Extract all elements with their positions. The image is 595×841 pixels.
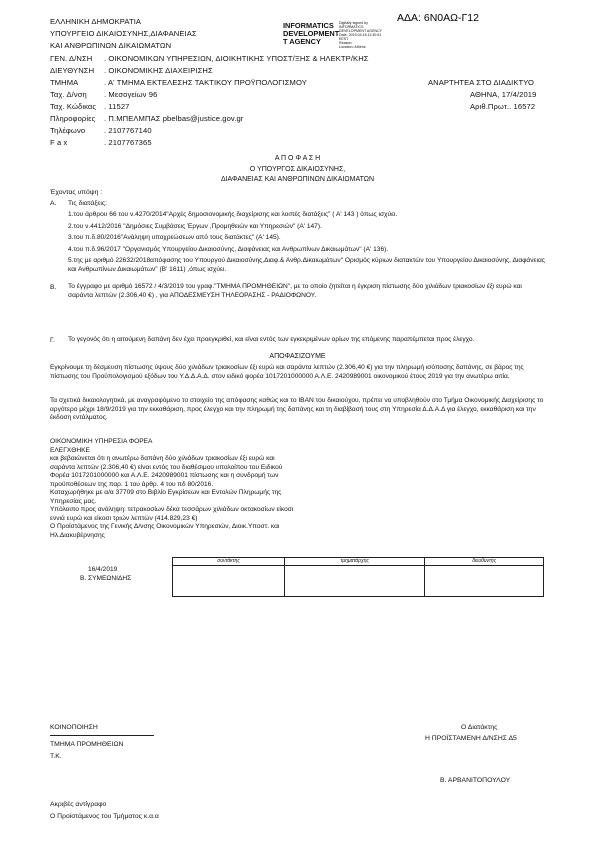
finance-line: Ο Προϊστάμενος της Γενικής Δ/νσης Οικονομικών Υπηρεσιών, Διοικ.Υποστ. και: [50, 523, 280, 530]
info-value: . Α' ΤΜΗΜΑ ΕΚΤΕΛΕΣΗΣ ΤΑΚΤΙΚΟΥ ΠΡΟΫΠΟΛΟΓΙΣΜΟΥ: [104, 78, 307, 87]
finance-line: σαράντα λεπτών (2.306,40 €) είναι εντός του διαθέσιμου υπολοίπου του Ειδικού: [50, 463, 283, 471]
stamp-detail-line: Digitally signed by: [339, 21, 368, 25]
protocol-number: Αριθ.Πρωτ.. 16572: [470, 102, 536, 111]
notify-tk: Τ.Κ.: [50, 753, 62, 760]
ada-code: ΑΔΑ: 6Ν0ΑΩ-Γ12: [397, 12, 479, 24]
section-a-title: Τις διατάξεις:: [68, 200, 108, 207]
section-a-label: Α.: [50, 200, 57, 207]
signature-table: [172, 557, 544, 597]
header-ministry-2: ΚΑΙ ΑΝΘΡΩΠΙΝΩΝ ΔΙΚΑΙΩΜΑΤΩΝ: [50, 41, 172, 50]
true-copy-label: Ακριβές αντίγραφο: [50, 801, 107, 808]
finance-line: Φορέα 1017201000000 και Α.Λ.Ε. 2420989001 πίστωσης και η συνδρομή των: [50, 472, 279, 479]
info-value: . Π.ΜΠΕΛΜΠΑΣ pbelbas@justice.gov.gr: [104, 114, 244, 123]
info-label: F a x: [50, 138, 68, 147]
finance-date: 16/4/2019: [88, 566, 118, 573]
section-b-text: Το έγγραφο με αριθμό 16572 / 4/3/2019 του γραφ."ΤΜΗΜΑ ΠΡΟΜΗΘΕΙΩΝ", με το οποίο ζητείται η έγκριση πίστωσης δύο χιλιάδων τριακοσίων έξι ευρώ και σαράντα λεπτών (2.306,40 €) , για ΑΠΟΔΕΣΜΕΥΣΗ ΤΗΛΕΟΡΑΣΗΣ - ΡΑΔΙΟΦΩΝΟΥ.: [68, 283, 522, 299]
info-label: Ταχ. Δ/νση: [50, 90, 87, 99]
signatory-name: Β. ΑΡΒΑΝΙΤΟΠΟΥΛΟΥ: [440, 777, 511, 784]
decision-title: Α Π Ο Φ Α Σ Η: [274, 155, 321, 162]
header-republic: ΕΛΛΗΝΙΚΗ ΔΗΜΟΚΡΑΤΙΑ: [50, 17, 142, 26]
section-g-text: Το γεγονός ότι η αιτούμενη δαπάνη δεν έχει προεγκριθεί, και είναι εντός των εγκεκριμένων ορίων της επόμενης παραπέμπεται προς έλεγχο.: [68, 336, 475, 343]
sig-header: τμηματάρχης: [285, 558, 425, 566]
digital-signature-details: [339, 21, 382, 49]
stamp-detail-line: Date: 2019.04.18 11:30:51: [339, 33, 382, 37]
header-ministry: ΥΠΟΥΡΓΕΙΟ ΔΙΚΑΙΟΣΥΝΗΣ,ΔΙΑΦΑΝΕΙΑΣ: [50, 29, 197, 38]
info-label: ΓΕΝ. Δ/ΝΣΗ: [50, 54, 93, 63]
info-value: . Μεσογείων 96: [104, 90, 158, 99]
finance-line: ΟΙΚΟΝΟΜΙΚΗ ΥΠΗΡΕΣΙΑ ΦΟΡΕΑ: [50, 438, 153, 445]
section-g-label: Γ.: [50, 337, 55, 344]
decide-heading: ΑΠΟΦΑΣΙΖΟΥΜΕ: [269, 353, 326, 360]
section-a-item: 1.του άρθρου 66 του ν.4270/2014"Αρχές δημοσιονομικής διαχείρισης και λοιπές διατάξεις" ( Α' 143 ) όπως ισχύει.: [68, 211, 398, 218]
info-value: . 11527: [104, 102, 130, 111]
notify-label: ΚΟΙΝΟΠΟΙΗΣΗ: [50, 724, 98, 731]
signatory-title: Η ΠΡΟΪΣΤΑΜΕΝΗ Δ/ΝΣΗΣ Δ5: [425, 735, 517, 742]
finance-block: [50, 438, 370, 540]
sig-header: συντάκτης: [173, 558, 285, 566]
info-label: Ταχ. Κώδικας: [50, 102, 97, 111]
finance-line: Υπόλοιπο προς ανάληψη: τετρακοσίων δέκα τεσσάρων χιλιάδων οκτακοσίων είκοσι: [50, 506, 294, 513]
finance-line: Υπηρεσίας μας.: [50, 497, 97, 505]
stamp-agency-line: INFORMATICS: [283, 21, 334, 30]
notice-text: Τα σχετικά δικαιολογητικά, με αναγραφόμενο το στοιχείο της απόφασης καθώς και το IBAN του δικαιούχου, πρέπει να υποβληθούν στο Τμήμα Οικονομικής Διαχείρισης το αργότερο μέχρι 18/9/2019 για την εκκαθάριση, προς έλεγχο και την πληρωμή της δαπάνης και τη διαβίβασή τους στη Υπηρεσία Δ.Δ.Α.Δ για έλεγχο, εκκαθάριση και την έκδοση εντάλματος.: [50, 397, 544, 421]
info-value: . 2107767365: [104, 138, 152, 147]
finance-line: Καταχωρήθηκε με α/α 37709 στο Βιβλίο Εγκρίσεων και Εντολών Πληρωμής της: [50, 489, 282, 496]
publish-online-note: ΑΝΑΡΤΗΤΕΑ ΣΤΟ ΔΙΑΔΙΚΤΥΟ: [428, 78, 535, 87]
true-copy-signer: Ο Προϊστάμενος του Τμήματος κ.α.α: [50, 813, 159, 820]
notify-divider: [50, 735, 154, 736]
finance-line: και βεβαιώνεται ότι η ανωτέρω δαπάνη δύο χιλιάδων τριακοσίων έξι ευρώ και: [50, 455, 275, 462]
stamp-detail-line: Reason:: [339, 41, 353, 45]
stamp-detail-line: EEST: [339, 37, 349, 41]
sig-cell: [425, 566, 544, 597]
info-label: Τηλέφωνο: [50, 126, 86, 135]
info-label: ΤΜΗΜΑ: [50, 78, 79, 87]
section-a-item: 4.του π.δ.96/2017 "Οργανισμός Υπουργείου Δικαιοσύνης, Διαφάνειας και Ανθρωπίνων Δικαιωμάτων" (Α' 136).: [68, 245, 389, 253]
digital-signature-stamp: [283, 22, 339, 46]
section-a-item: 3.του π.δ.80/2016"Ανάληψη υποχρεώσεων από τους διατάκτες" (Α' 145).: [68, 234, 281, 241]
having-regard: Έχοντας υπόψη :: [50, 189, 103, 196]
document-date: ΑΘΗΝΑ, 17/4/2019: [470, 90, 537, 99]
info-label: Πληροφορίες: [50, 114, 96, 123]
stamp-detail-line: DEVELOPMENT AGENCY: [339, 29, 383, 33]
sig-cell: [285, 566, 425, 597]
finance-line: Ηλ.Διακυβέρνησης: [50, 531, 105, 539]
info-label: ΔΙΕΥΘΥΝΣΗ: [50, 66, 95, 75]
sig-header: διευθυντής: [425, 558, 544, 566]
info-value: . 2107767140: [104, 126, 152, 135]
section-a-item: 5.της με αριθμό 22632/2018απόφασης του Υπουργού Δικαιοσύνης,Διαφ.& Ανθρ.Δικαιωμάτων" Ορισμός κύριων διατακτών του Υπουργείου Δικαιοσύνης, Διαφάνειας και Ανθρωπίνων Δικαιωμάτων" (Β' 1611) ,όπως ισχύει.: [68, 257, 545, 273]
signatory-role: Ο Διατάκτης: [461, 724, 498, 731]
finance-line: ΕΛΕΓΧΘΗΚΕ: [50, 446, 90, 454]
finance-line: εννιά ευρώ και είκοσι τριών λεπτών (414.829,23 €): [50, 514, 198, 522]
finance-signer: Β. ΣΥΜΕΩΝΙΔΗΣ: [80, 575, 132, 582]
stamp-agency-line: T AGENCY: [283, 37, 321, 46]
info-value: . ΟΙΚΟΝΟΜΙΚΗΣ ΔΙΑΧΕΙΡΙΣΗΣ: [104, 66, 213, 75]
sig-cell: [173, 566, 285, 597]
section-a-item: 2.του ν.4412/2016 "Δημόσιες Συμβάσεις Έργων ,Προμηθειών και Υπηρεσιών" (Α' 147).: [68, 222, 322, 230]
finance-line: προϋποθέσεων της παρ. 1 του άρθρ. 4 του πδ 80/2016.: [50, 480, 214, 488]
section-b-label: Β.: [50, 284, 57, 291]
notify-dept: ΤΜΗΜΑ ΠΡΟΜΗΘΕΙΩΝ: [50, 741, 124, 748]
stamp-detail-line: Location: Athens: [339, 45, 366, 49]
info-value: . ΟΙΚΟΝΟΜΙΚΩΝ ΥΠΗΡΕΣΙΩΝ, ΔΙΟΙΚΗΤΙΚΗΣ ΥΠΟΣΤ/ΞΗΣ & ΗΛΕΚΤΡ/ΚΗΣ: [104, 54, 369, 63]
stamp-detail-line: INFORMATICS: [339, 25, 364, 29]
approval-text: Εγκρίνουμε τη δέσμευση πίστωσης ύψους δύο χιλιάδων τριακοσίων έξι ευρώ και σαράντα λεπτών (2.306,40 €) για την πληρωμή ισόποσης δαπάνης, σε βάρος της πίστωσης του Προϋπολογισμού εξόδων του Υ.Δ.Δ.Α.Δ. στον ειδικό φορέα 1017201000000 Α.Λ.Ε. 2420989001 οικονομικού έτους 2019 για την ανωτέρω αιτία.: [50, 364, 524, 380]
section-a-list: [68, 211, 548, 274]
decision-ministry: ΔΙΑΦΑΝΕΙΑΣ ΚΑΙ ΑΝΘΡΩΠΙΝΩΝ ΔΙΚΑΙΩΜΑΤΩΝ: [220, 176, 375, 183]
decision-minister: Ο ΥΠΟΥΡΓΟΣ ΔΙΚΑΙΟΣΥΝΗΣ,: [249, 166, 346, 173]
stamp-agency-line: DEVELOPMENT: [283, 29, 340, 38]
